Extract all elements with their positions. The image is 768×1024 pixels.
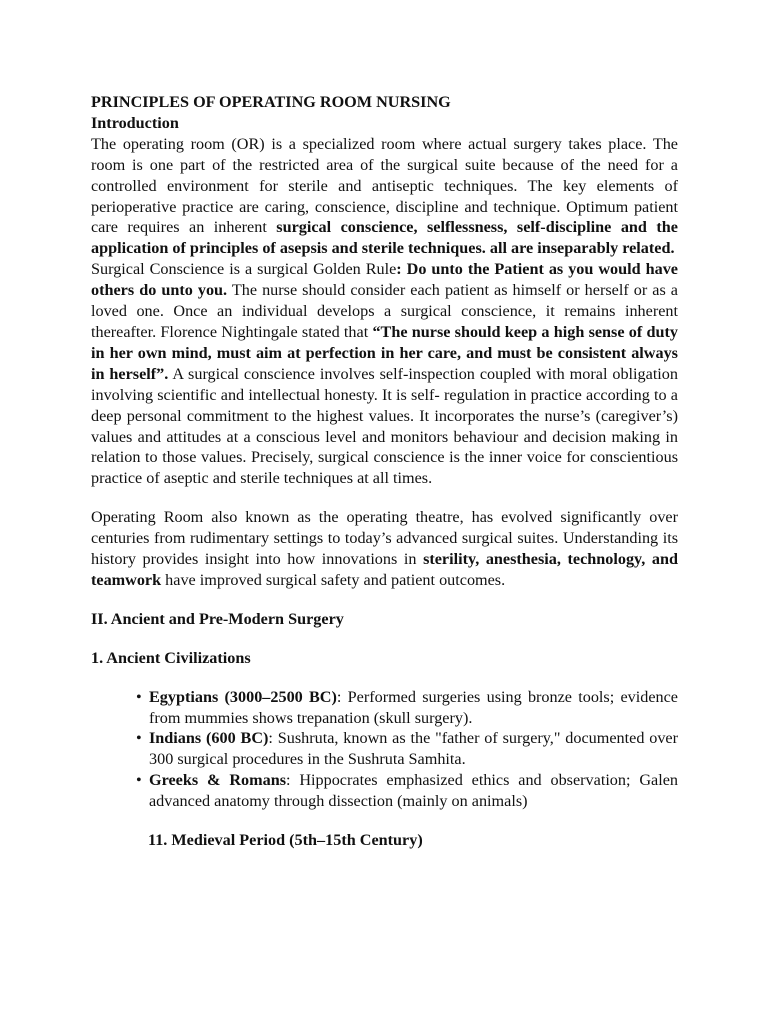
civilizations-list: [91, 687, 678, 812]
bullet-icon: •: [136, 729, 142, 748]
medieval-period-heading: 11. Medieval Period (5th–15th Century): [148, 831, 423, 850]
intro-text: The operating room (OR) is a specialized room where actual surgery takes place. The room is one part of the restricted area of the surgical suite because of the need for a controlled environment for sterile and antiseptic techniques. The key elements of perioperative practice are caring, conscience, discipline and technique. Optimum patient care requires an inherent: [91, 134, 678, 237]
sc-text-1: Surgical Conscience is a surgical Golden Rule: [91, 260, 397, 279]
bullet-icon: •: [136, 687, 142, 706]
list-item-indians: [136, 728, 678, 770]
sc-golden-rule: : Do unto the Patient as you would have others do unto you.: [91, 260, 678, 300]
ancient-civilizations-heading: 1. Ancient Civilizations: [91, 648, 251, 667]
or-bold-text: sterility, anesthesia, technology, and teamwork: [91, 550, 678, 589]
list-item-label: Greeks & Romans: [149, 771, 286, 790]
list-item-label: Indians (600 BC): [149, 729, 269, 748]
list-item-label: Egyptians (3000–2500 BC): [149, 687, 337, 706]
list-item-text: : Performed surgeries using bronze tools; evidence from mummies shows trepanation (skull surgery).: [149, 687, 678, 727]
list-item-text: : Sushruta, known as the "father of surgery," documented over 300 surgical procedures in the Sushruta Samhita.: [149, 729, 679, 769]
intro-bold-text: surgical conscience, selflessness, self-discipline and the application of principles of asepsis and sterile techniques. all are inseparably related.: [91, 218, 678, 258]
bullet-icon: •: [136, 771, 142, 790]
sc-text-3: A surgical conscience involves self-inspection coupled with moral obligation involving scientific and intellectual honesty. It is self- regulation in practice according to a deep personal commitment to the highest values. It incorporates the nurse’s (caregiver’s) values and attitudes at a conscious level and monitors behaviour and decision making in relation to those values. Precisely, surgical conscience is the inner voice for conscientious practice of aseptic and sterile techniques at all times.: [91, 364, 678, 488]
sc-text-2: The nurse should consider each patient as himself or herself or as a loved one. Once an individual develops a surgical conscience, it remains inherent thereafter. Florence Nightingale stated that: [91, 281, 678, 341]
list-item-egyptians: [136, 687, 678, 729]
or-text-1: Operating Room also known as the operating theatre, has evolved significantly over centuries from rudimentary settings to today’s advanced surgical suites. Understanding its history provides insight into how innovations in: [91, 508, 678, 569]
list-item-text: : Hippocrates emphasized ethics and observation; Galen advanced anatomy through dissection (mainly on animals): [149, 771, 678, 811]
document-title: PRINCIPLES OF OPERATING ROOM NURSING: [91, 93, 451, 111]
surgical-conscience-paragraph: [91, 259, 678, 489]
list-item-greeks-romans: [136, 770, 678, 812]
nightingale-quote: “The nurse should keep a high sense of duty in her own mind, must aim at perfection in her care, and must be consistent always in herself”.: [91, 322, 678, 383]
operating-room-paragraph: [91, 507, 678, 591]
or-text-2: have improved surgical safety and patient outcomes.: [161, 570, 506, 589]
section-ii-heading: II. Ancient and Pre-Modern Surgery: [91, 609, 344, 628]
intro-paragraph: [91, 134, 678, 259]
introduction-heading: Introduction: [91, 113, 179, 132]
